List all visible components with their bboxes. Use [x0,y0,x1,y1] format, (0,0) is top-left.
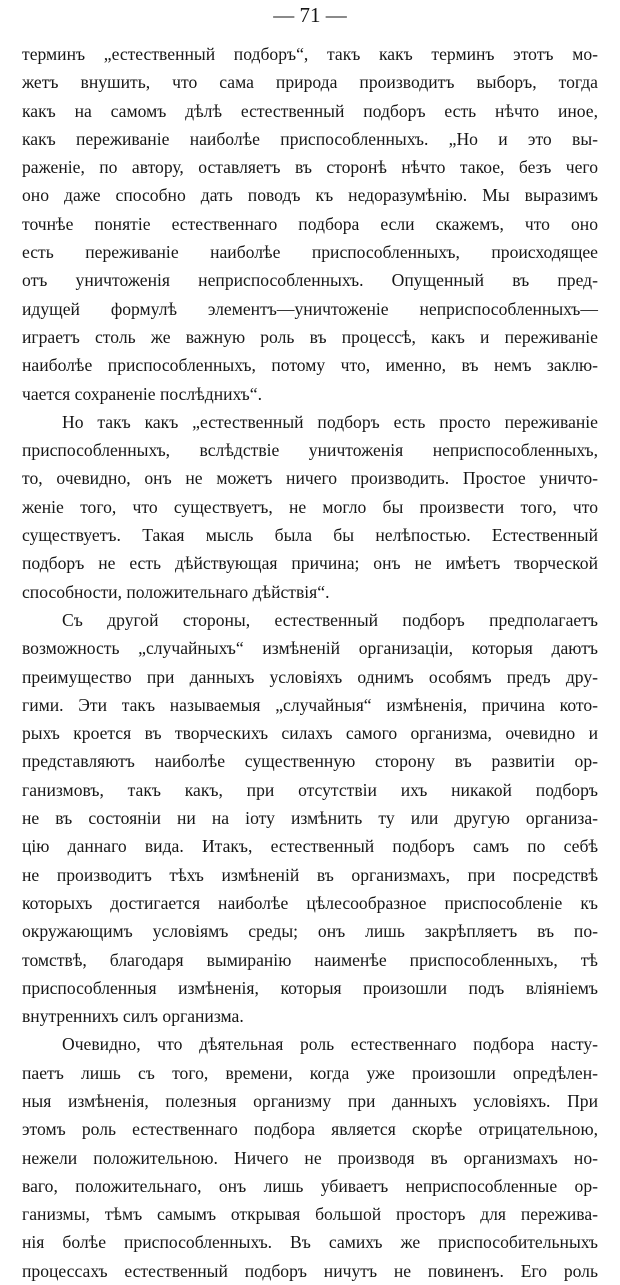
text-line: есть переживаніе наиболѣе приспособленныхъ, происходящее [22,242,598,263]
text-line: гими. Эти такъ называемыя „случайныя“ измѣненія, причина кото- [22,694,598,715]
text-line: раженіе, по автору, оставляетъ въ сторонѣ нѣчто такое, безъ чего [22,157,598,178]
text-line: ганизмовъ, такъ какъ, при отсутствіи ихъ никакой подборъ [22,779,598,800]
text-line: существуетъ. Такая мысль была бы нелѣпостью. Естественный [22,525,598,546]
text-line: рыхъ кроется въ творческихъ силахъ самого организма, очевидно и [22,723,598,744]
text-line: не въ состояніи ни на іоту измѣнить ту или другую организа- [22,808,598,829]
text-line: нежели положительною. Ничего не производя въ организмахъ но- [22,1147,598,1168]
text-line: нія болѣе приспособленныхъ. Въ самихъ же приспособительныхъ [22,1232,598,1253]
text-line: жетъ внушить, что сама природа производитъ выборъ, тогда [22,72,598,93]
text-line: то, очевидно, онъ не можетъ ничего производить. Простое уничто- [22,468,598,489]
text-line: отъ уничтоженія неприспособленныхъ. Опущенный въ пред- [22,270,598,291]
text-line: паетъ лишь съ того, времени, когда уже произошли опредѣлен- [22,1062,598,1083]
text-line: окружающимъ условіямъ среды; онъ лишь закрѣпляетъ въ по- [22,921,598,942]
text-line: представляютъ наиболѣе существенную сторону въ развитіи ор- [22,751,598,772]
text-line: которыхъ достигается наиболѣе цѣлесообразное приспособленіе къ [22,892,598,913]
text-line: наиболѣе приспособленныхъ, потому что, именно, въ немъ заклю- [22,355,598,376]
text-line: приспособленныя измѣненія, которыя произошли подъ вліяніемъ [22,977,598,998]
text-line: ныя измѣненія, полезныя организму при данныхъ условіяхъ. При [22,1090,598,1111]
text-line: этомъ роль естественнаго подбора является скорѣе отрицательною, [22,1119,598,1140]
text-line: цію даннаго вида. Итакъ, естественный подборъ самъ по себѣ [22,836,598,857]
text-line: Но такъ какъ „естественный подборъ есть просто переживаніе [62,411,598,432]
text-line: какъ переживаніе наиболѣе приспособленныхъ. „Но и это вы- [22,128,598,149]
text-line: возможность „случайныхъ“ измѣненій организаціи, которыя даютъ [22,638,598,659]
body-text [22,40,598,1285]
paragraph [22,40,598,408]
text-line: процессахъ естественный подборъ ничутъ не повиненъ. Его роль [22,1260,598,1281]
text-line: точнѣе понятіе естественнаго подбора если скажемъ, что оно [22,213,598,234]
text-line: оно даже способно дать поводъ къ недоразумѣнію. Мы выразимъ [22,185,598,206]
text-line: чается сохраненіе послѣднихъ“. [22,383,262,404]
text-line: внутреннихъ силъ организма. [22,1006,244,1027]
text-line: преимущество при данныхъ условіяхъ однимъ особямъ предъ дру- [22,666,598,687]
paragraph [22,1030,598,1285]
text-line: какъ на самомъ дѣлѣ естественный подборъ есть нѣчто иное, [22,100,598,121]
text-line: ваго, положительнаго, онъ лишь убиваетъ неприспособленные ор- [22,1175,598,1196]
text-line: приспособленныхъ, вслѣдствіе уничтоженія неприспособленныхъ, [22,440,598,461]
text-line: Очевидно, что дѣятельная роль естественнаго подбора насту- [62,1034,598,1055]
text-line: ганизмы, тѣмъ самымъ открывая большой просторъ для пережива- [22,1204,598,1225]
text-line: не производитъ тѣхъ измѣненій въ организмахъ, при посредствѣ [22,864,598,885]
text-line: играетъ столь же важную роль въ процессѣ, какъ и переживаніе [22,326,598,347]
text-line: женіе того, что существуетъ, не могло бы произвести того, что [22,496,598,517]
page-number: — 71 — [273,3,347,27]
text-line: томствѣ, благодаря вымиранію наименѣе приспособленныхъ, тѣ [22,949,598,970]
text-line: способности, положительнаго дѣйствія“. [22,581,330,602]
text-line: подборъ не есть дѣйствующая причина; онъ не имѣетъ творческой [22,553,598,574]
text-line: терминъ „естественный подборъ“, такъ какъ терминъ этотъ мо- [22,44,598,64]
paragraph [22,408,598,606]
paragraph [22,606,598,1030]
text-line: Съ другой стороны, естественный подборъ предполагаетъ [62,609,598,630]
text-line: идущей формулѣ элементъ—уничтоженіе неприспособленныхъ— [22,298,598,319]
